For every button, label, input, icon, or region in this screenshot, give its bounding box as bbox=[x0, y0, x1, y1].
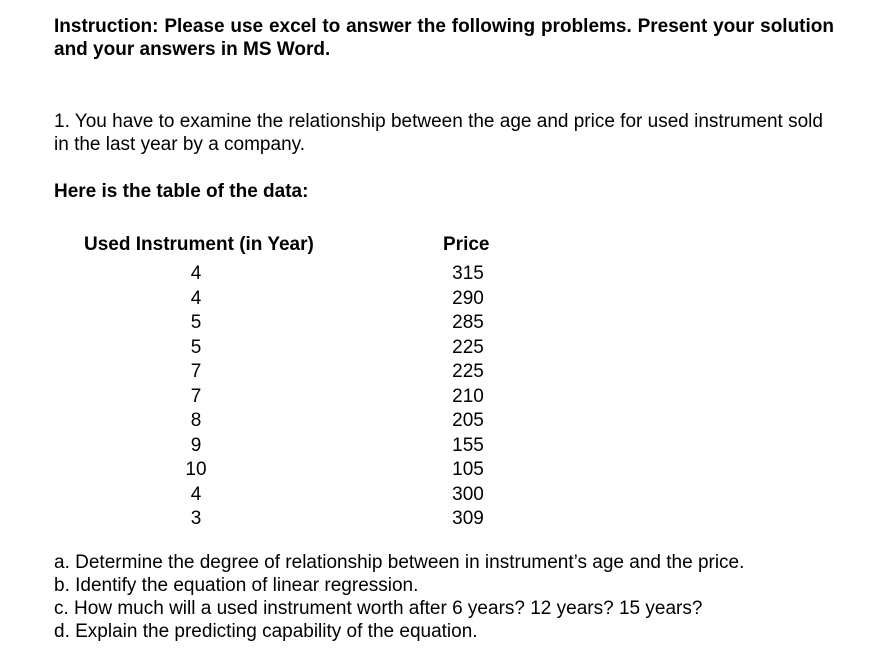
age-column bbox=[170, 262, 222, 532]
age-cell: 4 bbox=[190, 263, 202, 284]
question-b: b. Identify the equation of linear regression. bbox=[54, 575, 419, 596]
price-cell: 315 bbox=[452, 263, 484, 284]
question-c: c. How much will a used instrument worth after 6 years? 12 years? 15 years? bbox=[54, 598, 703, 619]
price-cell: 225 bbox=[452, 336, 484, 358]
age-cell: 4 bbox=[190, 483, 202, 505]
column-header-age: Used Instrument (in Year) bbox=[84, 234, 314, 255]
question-list bbox=[54, 551, 744, 643]
price-cell: 210 bbox=[452, 385, 484, 407]
question-a: a. Determine the degree of relationship between in instrument’s age and the price. bbox=[54, 552, 745, 573]
price-cell: 225 bbox=[452, 361, 484, 382]
age-cell: 5 bbox=[190, 312, 202, 333]
age-cell: 7 bbox=[190, 361, 202, 382]
price-cell: 155 bbox=[452, 434, 484, 456]
age-cell: 5 bbox=[190, 336, 202, 358]
price-cell: 105 bbox=[452, 459, 484, 480]
table-intro-text: Here is the table of the data: bbox=[54, 181, 309, 202]
price-cell: 205 bbox=[452, 410, 484, 431]
question-d: d. Explain the predicting capability of the equation. bbox=[54, 621, 478, 642]
price-cell: 309 bbox=[452, 508, 484, 529]
age-cell: 3 bbox=[190, 508, 202, 529]
age-cell: 9 bbox=[190, 434, 202, 456]
instruction-text: Instruction: Please use excel to answer the following problems. Present your solution and your answers in MS Word. bbox=[54, 16, 834, 60]
price-cell: 300 bbox=[452, 483, 484, 505]
age-cell: 10 bbox=[185, 459, 207, 480]
column-header-price: Price bbox=[443, 234, 490, 255]
age-cell: 4 bbox=[190, 287, 202, 309]
price-column bbox=[442, 262, 494, 532]
age-cell: 7 bbox=[190, 385, 202, 407]
age-cell: 8 bbox=[190, 410, 202, 431]
problem-statement: 1. You have to examine the relationship between the age and price for used instrument sold in the last year by a company. bbox=[54, 111, 823, 155]
price-cell: 290 bbox=[452, 287, 484, 309]
price-cell: 285 bbox=[452, 312, 484, 333]
